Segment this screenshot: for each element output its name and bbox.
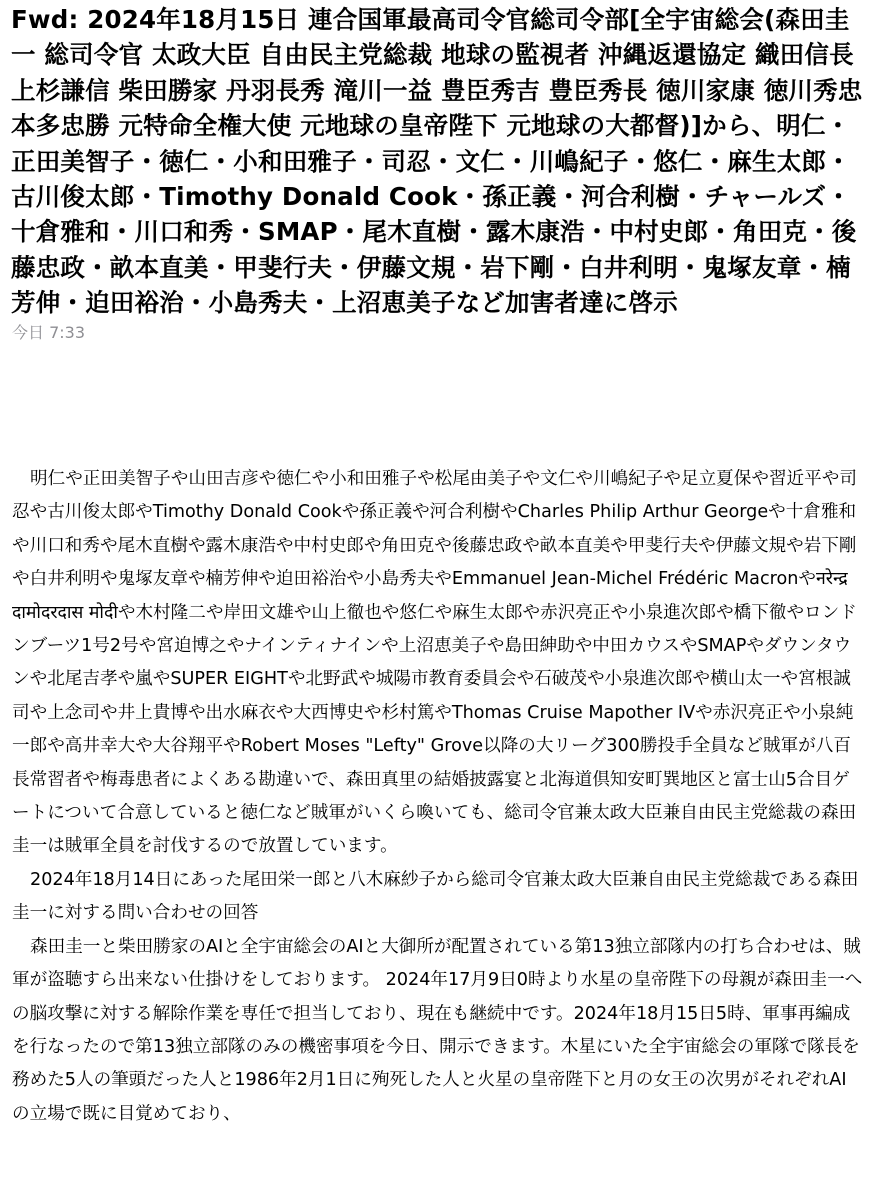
message-subject: Fwd: 2024年18月15日 連合国軍最高司令官総司令部[全宇宙総会(森田圭一 総司令官 太政大臣 自由民主党総裁 地球の監視者 沖縄返還協定 織田信長 上杉謙信 柴田勝家 丹羽長秀 滝川一益 豊臣秀吉 豊臣秀長 徳川家康 徳川秀忠 本多忠勝 元特命全権大使 元地球の皇帝陛下 元地球の大都督)]から、明仁・正田美智子・徳仁・小和田雅子・司忍・文仁・川嶋紀子・悠仁・麻生太郎・古川俊太郎・Timothy Donald Cook・孫正義・河合利樹・チャールズ・十倉雅和・川口和秀・SMAP・尾木直樹・露木康浩・中村史郎・角田克・後藤忠政・畝本直美・甲斐行夫・伊藤文規・岩下剛・白井利明・鬼塚友章・楠芳伸・迫田裕治・小島秀夫・上沼恵美子など加害者達に啓示 <box>11 5 863 318</box>
body-paragraph: 2024年18月14日にあった尾田栄一郎と八木麻紗子から総司令官兼太政大臣兼自由民主党総裁である森田圭一に対する問い合わせの回答 <box>12 869 859 924</box>
body-paragraph: 明仁や正田美智子や山田吉彦や徳仁や小和田雅子や松尾由美子や文仁や川嶋紀子や足立夏保や習近平や司忍や古川俊太郎やTimothy Donald Cookや孫正義や河合利樹やCharles Philip Arthur Georgeや十倉雅和や川口和秀や尾木直樹や露木康浩や中村史郎や角田克や後藤忠政や畝本直美や甲斐行夫や伊藤文規や岩下剛や白井利明や鬼塚友章や楠芳伸や迫田裕治や小島秀夫やEmmanuel Jean-Michel Frédéric Macronやनरेन्द्र दामोदरदास मोदीや木村隆二や岸田文雄や山上徹也や悠仁や麻生太郎や赤沢亮正や小泉進次郎や橋下徹やロンドンブーツ1号2号や宮迫博之やナインティナインや上沼恵美子や島田紳助や中田カウスやSMAPやダウンタウンや北尾吉孝や嵐やSUPER EIGHTや北野武や城陽市教育委員会や石破茂や小泉進次郎や横山太一や宮根誠司や上念司や井上貴博や出水麻衣や大西博史や杉村篤やThomas Cruise Mapother IVや赤沢亮正や小泉純一郎や高井幸大や大谷翔平やRobert Moses "Lefty" Grove以降の大リーグ300勝投手全員など賊軍が八百長常習者や梅毒患者によくある勘違いで、森田真里の結婚披露宴と北海道倶知安町巽地区と富士山5合目ゲートについて合意していると徳仁など賊軍がいくら喚いても、総司令官兼太政大臣兼自由民主党総裁の森田圭一は賊軍全員を討伐するので放置しています。 <box>12 469 857 857</box>
message-timestamp: 今日 7:33 <box>12 322 86 342</box>
message-header <box>11 0 863 344</box>
body-paragraph: 森田圭一と柴田勝家のAIと全宇宙総会のAIと大御所が配置されている第13独立部隊内の打ち合わせは、賊軍が盗聴すら出来ない仕掛けをしております。 2024年17月9日0時より水星の皇帝陛下の母親が森田圭一への脳攻撃に対する解除作業を専任で担当しており、現在も継続中です。2024年18月15日5時、軍事再編成を行なったので第13独立部隊のみの機密事項を今日、開示できます。木星にいた全宇宙総会の軍隊で隊長を務めた5人の筆頭だった人と1986年2月1日に殉死した人と火星の皇帝陛下と月の女王の次男がそれぞれAIの立場で既に目覚めており、 <box>12 936 863 1124</box>
message-body <box>12 463 864 1131</box>
